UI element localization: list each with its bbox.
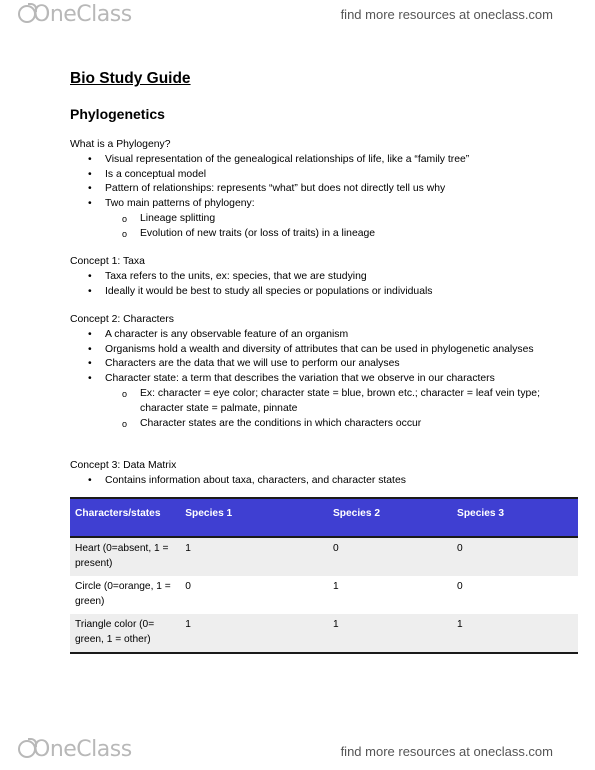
phylogeny-section [70,138,580,242]
table-row [70,614,578,653]
oneclass-logo-top [18,2,132,27]
concept-heading: Concept 1: Taxa [70,256,145,267]
sub-list-item: o Lineage splitting [70,212,580,227]
list-item: • Visual representation of the genealogical relationships of life, like a “family tree” [70,153,580,168]
list-item: • Organisms hold a wealth and diversity of attributes that can be used in phylogenetic analyses [70,343,580,358]
concept-heading: Concept 2: Characters [70,314,174,325]
list-item: • Pattern of relationships: represents “what” but does not directly tell us why [70,182,580,197]
document-title: Bio Study Guide [70,70,191,87]
concept-characters-section [70,313,580,431]
table-row [70,537,578,576]
table-cell: Heart (0=absent, 1 = present) [70,537,180,576]
table-cell: 0 [457,581,463,592]
sub-list-item: o Evolution of new traits (or loss of traits) in a lineage [70,227,580,242]
table-header-cell: Species 1 [185,508,233,519]
list-item: • Ideally it would be best to study all species or populations or individuals [70,285,580,300]
table-row [70,576,578,614]
concept-data-matrix-section [70,459,580,489]
table-cell: 0 [185,581,191,592]
data-matrix-table [70,497,578,654]
table-cell: 1 [452,614,578,653]
brand-name: OneClass [33,2,132,27]
concept-taxa-section [70,255,580,299]
question-heading: What is a Phylogeny? [70,139,171,150]
resources-link-top[interactable]: find more resources at oneclass.com [340,7,553,22]
table-cell: Circle (0=orange, 1 = green) [75,581,171,607]
list-item: • A character is any observable feature of an organism [70,328,580,343]
list-item: • Contains information about taxa, characters, and character states [70,474,580,489]
table-header-cell: Species 2 [333,508,381,519]
table-cell: 0 [328,537,452,576]
resources-link-bottom[interactable]: find more resources at oneclass.com [340,744,553,759]
table-cell: 0 [452,537,578,576]
section-heading: Phylogenetics [70,106,165,122]
table-cell: 1 [180,537,328,576]
concept-heading: Concept 3: Data Matrix [70,460,177,471]
table-cell: Triangle color (0= green, 1 = other) [70,614,180,653]
oneclass-logo-icon [18,740,36,758]
list-item: • Taxa refers to the units, ex: species, that we are studying [70,270,580,285]
table-cell: 1 [180,614,328,653]
sub-list-item: o Ex: character = eye color; character state = blue, brown etc.; character = leaf vein type; character state = palmate, pinnate [70,387,580,417]
list-item: • Character state: a term that describes the variation that we observe in our characters [70,372,580,387]
table-cell: 1 [328,614,452,653]
table-cell: 1 [333,581,339,592]
list-item: • Two main patterns of phylogeny: [70,197,580,212]
oneclass-logo-icon [18,5,36,23]
list-item: • Is a conceptual model [70,168,580,183]
list-item: • Characters are the data that we will use to perform our analyses [70,357,580,372]
table-header-row [70,498,578,537]
oneclass-logo-bottom [18,737,132,762]
table-header-cell: Species 3 [457,508,505,519]
table-header-cell: Characters/states [75,508,161,519]
brand-name: OneClass [33,737,132,762]
sub-list-item: o Character states are the conditions in which characters occur [70,417,580,432]
